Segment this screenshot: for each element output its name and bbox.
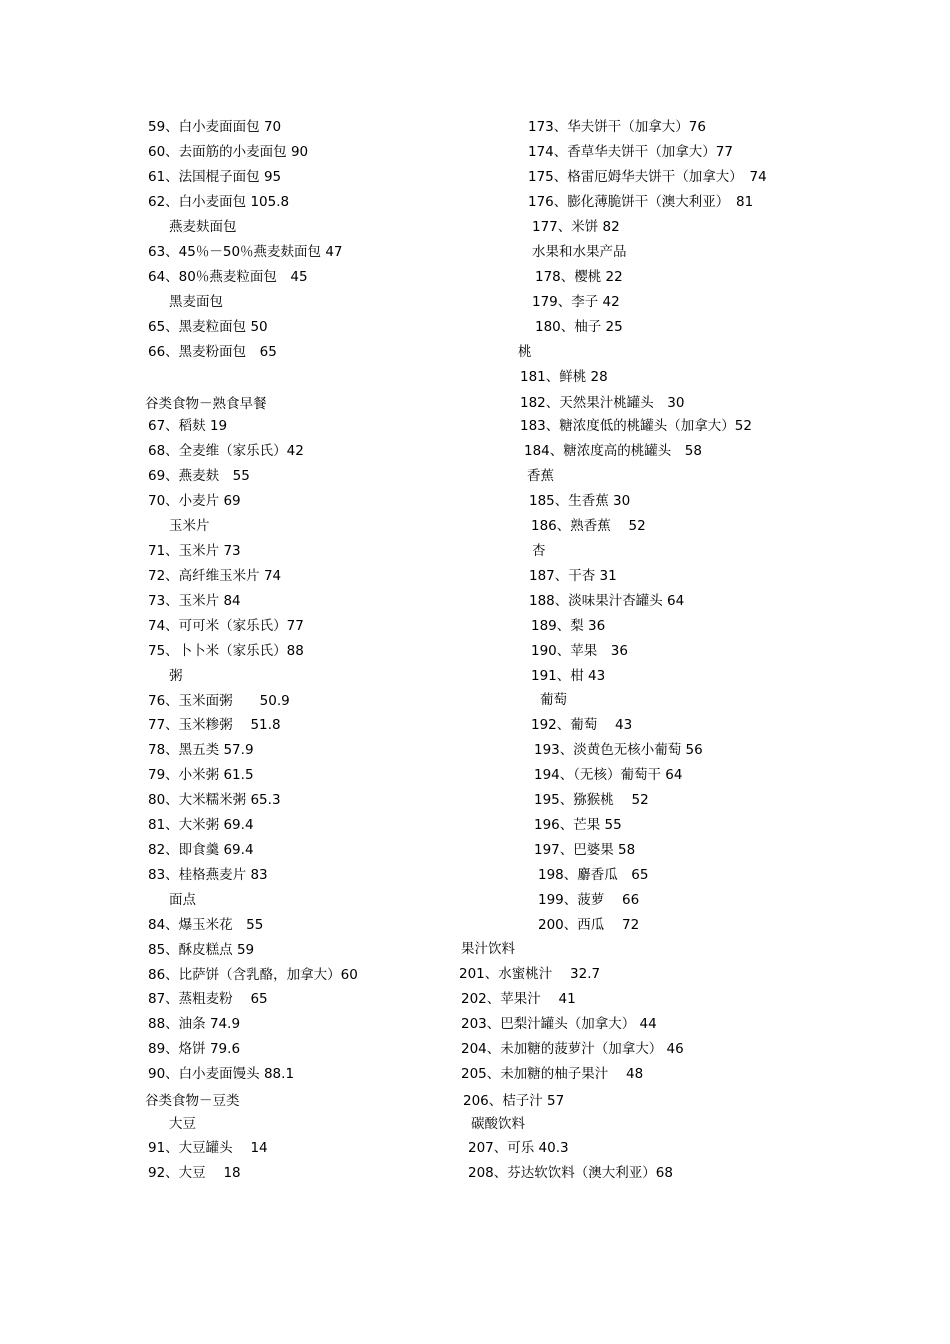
left-column-line: 69、燕麦麸 55 [148, 468, 250, 484]
right-column-line: 195、猕猴桃 52 [534, 792, 649, 808]
left-column-line: 谷类食物－熟食早餐 [145, 396, 267, 412]
right-column-line: 杏 [532, 543, 546, 559]
right-column-line: 194、（无核）葡萄干 64 [534, 767, 683, 783]
right-column-line: 葡萄 [540, 692, 567, 708]
right-column-line: 197、巴婆果 58 [534, 842, 636, 858]
left-column-line: 83、桂格燕麦片 83 [148, 867, 268, 883]
right-column-line: 191、柑 43 [531, 668, 606, 684]
right-column-line: 173、华夫饼干（加拿大）76 [528, 119, 706, 135]
right-column-line: 201、水蜜桃汁 32.7 [459, 966, 601, 982]
right-column-line: 189、梨 36 [531, 618, 606, 634]
right-column-line: 177、米饼 82 [532, 219, 620, 235]
left-column-line: 80、大米糯米粥 65.3 [148, 792, 281, 808]
right-column-line: 174、香草华夫饼干（加拿大）77 [528, 144, 733, 160]
right-column-line: 碳酸饮料 [471, 1116, 525, 1132]
left-column-line: 粥 [169, 668, 183, 684]
right-column-line: 178、樱桃 22 [535, 269, 623, 285]
left-column-line: 78、黑五类 57.9 [148, 742, 254, 758]
right-column-line: 188、淡味果汁杏罐头 64 [529, 593, 685, 609]
left-column-line: 大豆 [169, 1116, 196, 1132]
right-column-line: 190、苹果 36 [531, 643, 628, 659]
right-column-line: 180、柚子 25 [535, 319, 623, 335]
left-column-line: 90、白小麦面馒头 88.1 [148, 1066, 295, 1082]
right-column-line: 184、糖浓度高的桃罐头 58 [524, 443, 702, 459]
left-column-line: 玉米片 [169, 518, 210, 534]
left-column-line: 燕麦麸面包 [169, 219, 237, 235]
left-column-line: 89、烙饼 79.6 [148, 1041, 241, 1057]
left-column-line: 65、黑麦粒面包 50 [148, 319, 268, 335]
right-column-line: 193、淡黄色无核小葡萄 56 [534, 742, 703, 758]
left-column-line: 92、大豆 18 [148, 1165, 241, 1181]
right-column-line: 187、干杏 31 [529, 568, 617, 584]
right-column-line: 183、糖浓度低的桃罐头（加拿大）52 [520, 418, 752, 434]
right-column-line: 175、格雷厄姆华夫饼干（加拿大） 74 [528, 169, 767, 185]
right-column-line: 185、生香蕉 30 [529, 493, 631, 509]
left-column-line: 68、全麦维（家乐氏）42 [148, 443, 304, 459]
left-column-line: 黑麦面包 [169, 294, 223, 310]
right-column-line: 水果和水果产品 [532, 244, 627, 260]
right-column-line: 香蕉 [527, 468, 554, 484]
left-column-line: 63、45％－50％燕麦麸面包 47 [148, 244, 343, 260]
left-column-line: 71、玉米片 73 [148, 543, 241, 559]
right-column-line: 208、芬达软饮料（澳大利亚）68 [468, 1165, 673, 1181]
left-column-line: 82、即食羹 69.4 [148, 842, 254, 858]
left-column-line: 60、去面筋的小麦面包 90 [148, 144, 309, 160]
right-column-line: 203、巴梨汁罐头（加拿大） 44 [461, 1016, 657, 1032]
right-column-line: 199、菠萝 66 [538, 892, 640, 908]
right-column-line: 206、桔子汁 57 [463, 1093, 565, 1109]
left-column-line: 62、白小麦面包 105.8 [148, 194, 290, 210]
left-column-line: 61、法国棍子面包 95 [148, 169, 282, 185]
right-column-line: 192、葡萄 43 [531, 717, 633, 733]
left-column-line: 72、高纤维玉米片 74 [148, 568, 282, 584]
left-column-line: 81、大米粥 69.4 [148, 817, 254, 833]
left-column-line: 85、酥皮糕点 59 [148, 942, 255, 958]
left-column-line: 谷类食物－豆类 [145, 1093, 240, 1109]
right-column-line: 181、鲜桃 28 [520, 369, 608, 385]
left-column-line: 74、可可米（家乐氏）77 [148, 618, 304, 634]
right-column-line: 桃 [518, 344, 532, 360]
right-column-line: 186、熟香蕉 52 [531, 518, 646, 534]
right-column-line: 198、麝香瓜 65 [538, 867, 649, 883]
right-column-line: 207、可乐 40.3 [468, 1140, 569, 1156]
right-column-line: 182、天然果汁桃罐头 30 [520, 395, 685, 411]
left-column-line: 66、黑麦粉面包 65 [148, 344, 277, 360]
right-column-line: 176、膨化薄脆饼干（澳大利亚） 81 [528, 194, 754, 210]
left-column-line: 73、玉米片 84 [148, 593, 241, 609]
right-column-line: 202、苹果汁 41 [461, 991, 576, 1007]
left-column-line: 86、比萨饼（含乳酪，加拿大）60 [148, 967, 358, 983]
left-column-line: 67、稻麸 19 [148, 418, 228, 434]
left-column-line: 64、80％燕麦粒面包 45 [148, 269, 308, 285]
left-column-line: 75、卜卜米（家乐氏）88 [148, 643, 304, 659]
left-column-line: 70、小麦片 69 [148, 493, 241, 509]
right-column-line: 179、李子 42 [532, 294, 620, 310]
right-column-line: 果汁饮料 [461, 941, 515, 957]
left-column-line: 59、白小麦面面包 70 [148, 119, 282, 135]
left-column-line: 87、蒸粗麦粉 65 [148, 991, 268, 1007]
left-column-line: 91、大豆罐头 14 [148, 1140, 268, 1156]
left-column-line: 79、小米粥 61.5 [148, 767, 254, 783]
right-column-line: 204、未加糖的菠萝汁（加拿大） 46 [461, 1041, 684, 1057]
left-column-line: 面点 [169, 892, 196, 908]
right-column-line: 196、芒果 55 [534, 817, 622, 833]
left-column-line: 84、爆玉米花 55 [148, 917, 264, 933]
left-column-line: 88、油条 74.9 [148, 1016, 241, 1032]
right-column-line: 205、未加糖的柚子果汁 48 [461, 1066, 644, 1082]
left-column-line: 77、玉米糁粥 51.8 [148, 717, 281, 733]
right-column-line: 200、西瓜 72 [538, 917, 640, 933]
left-column-line: 76、玉米面粥 50.9 [148, 693, 290, 709]
